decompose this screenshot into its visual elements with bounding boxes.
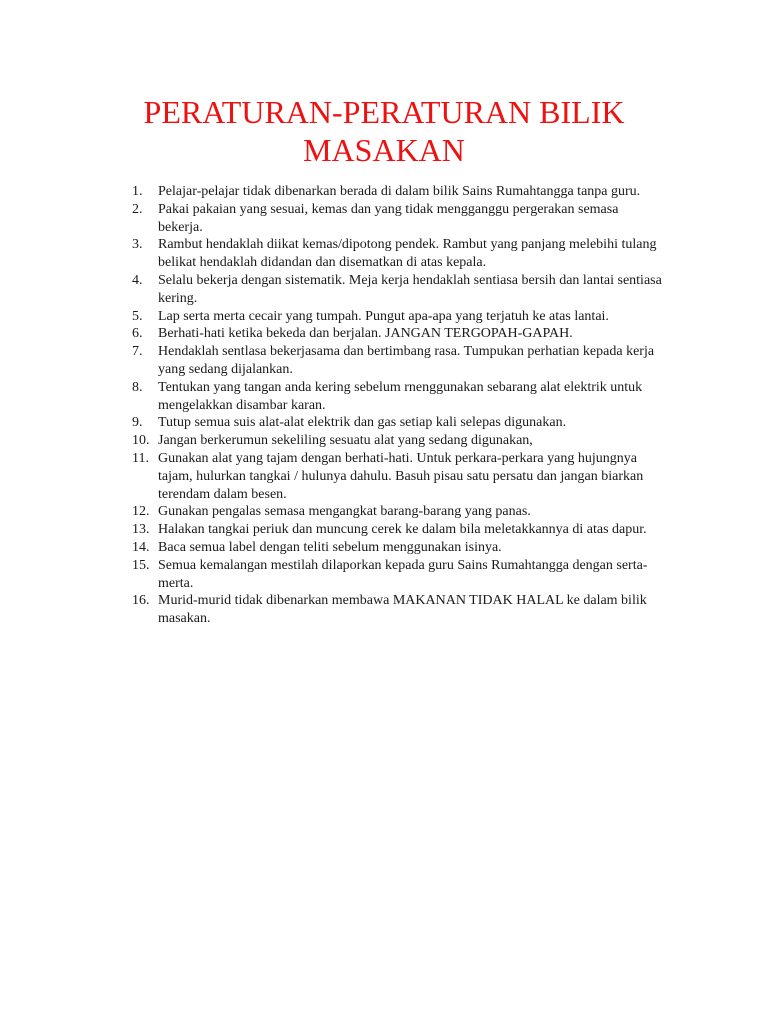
list-item: [122, 272, 662, 308]
item-number: 8.: [132, 379, 143, 395]
list-item: [122, 521, 662, 539]
item-text: Hendaklah sentlasa bekerjasama dan bertimbang rasa. Tumpukan perhatian kepada kerja yang sedang dijalankan.: [158, 344, 655, 377]
item-number: 7.: [132, 344, 143, 360]
page-title: [0, 93, 768, 169]
list-item: [122, 557, 662, 593]
item-number: 15.: [132, 557, 150, 573]
list-item: [122, 236, 662, 272]
item-number: 13.: [132, 522, 150, 538]
item-text: Murid-murid tidak dibenarkan membawa MAKANAN TIDAK HALAL ke dalam bilik masakan.: [158, 593, 647, 627]
item-text: Tentukan yang tangan anda kering sebelum rnenggunakan sebarang alat elektrik untuk mengelakkan disambar karan.: [158, 379, 643, 413]
item-number: 4.: [132, 272, 143, 288]
list-item: [122, 183, 662, 201]
item-number: 6.: [132, 326, 143, 342]
item-text: Rambut hendaklah diikat kemas/dipotong pendek. Rambut yang panjang melebihi tulang belikat hendaklah didandan dan disematkan di atas kepala.: [158, 237, 657, 271]
title-line-1: PERATURAN-PERATURAN BILIK: [143, 94, 625, 130]
list-item: [122, 592, 662, 628]
item-number: 5.: [132, 308, 143, 324]
item-text: Pakai pakaian yang sesuai, kemas dan yang tidak mengganggu pergerakan semasa bekerja.: [158, 201, 619, 235]
item-text: Tutup semua suis alat-alat elektrik dan gas setiap kali selepas digunakan.: [158, 415, 567, 431]
list-item: [122, 432, 662, 450]
item-text: Semua kemalangan mestilah dilaporkan kepada guru Sains Rumahtangga dengan serta-merta.: [158, 557, 648, 591]
item-text: Lap serta merta cecair yang tumpah. Pungut apa-apa yang terjatuh ke atas lantai.: [158, 308, 609, 324]
item-text: Berhati-hati ketika bekeda dan berjalan. JANGAN TERGOPAH-GAPAH.: [158, 326, 573, 342]
item-number: 14.: [132, 539, 150, 555]
list-item: [122, 503, 662, 521]
item-number: 11.: [132, 450, 149, 466]
list-item: [122, 325, 662, 343]
item-number: 10.: [132, 433, 150, 449]
list-item: [122, 201, 662, 237]
rules-list: [122, 183, 662, 628]
list-item: [122, 450, 662, 503]
item-number: 9.: [132, 415, 143, 431]
item-number: 16.: [132, 593, 150, 609]
item-text: Gunakan pengalas semasa mengangkat barang-barang yang panas.: [158, 504, 531, 520]
item-number: 12.: [132, 504, 150, 520]
item-number: 3.: [132, 237, 143, 253]
item-text: Pelajar-pelajar tidak dibenarkan berada di dalam bilik Sains Rumahtangga tanpa guru.: [158, 184, 641, 199]
item-text: Selalu bekerja dengan sistematik. Meja kerja hendaklah sentiasa bersih dan lantai sentiasa kering.: [158, 272, 662, 306]
item-text: Gunakan alat yang tajam dengan berhati-hati. Untuk perkara-perkara yang hujungnya tajam, hulurkan tangkai / hulunya dahulu. Basuh pisau satu persatu dan jangan biarkan terendam dalam besen.: [158, 450, 644, 502]
list-item: [122, 343, 662, 379]
item-text: Jangan berkerumun sekeliling sesuatu alat yang sedang digunakan,: [158, 433, 533, 449]
list-item: [122, 308, 662, 326]
item-text: Baca semua label dengan teliti sebelum menggunakan isinya.: [158, 539, 502, 555]
item-text: Halakan tangkai periuk dan muncung cerek ke dalam bila meletakkannya di atas dapur.: [158, 522, 647, 538]
list-item: [122, 539, 662, 557]
item-number: 1.: [132, 184, 143, 199]
list-item: [122, 414, 662, 432]
item-number: 2.: [132, 201, 143, 217]
list-item: [122, 379, 662, 415]
title-line-2: MASAKAN: [303, 132, 465, 168]
